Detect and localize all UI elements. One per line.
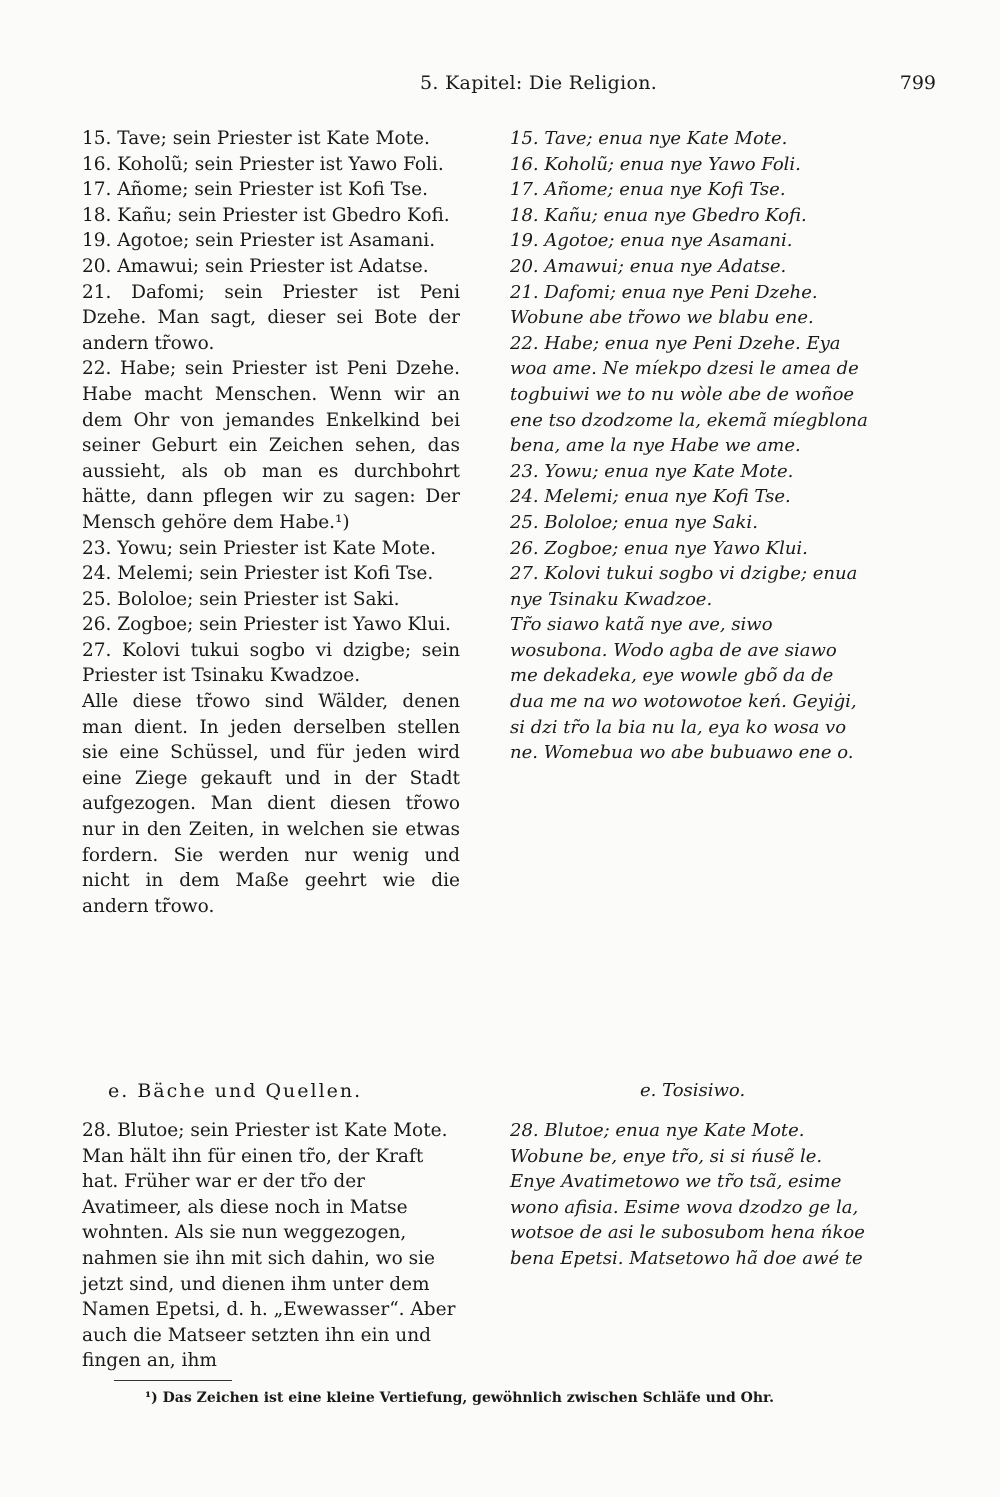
summary-paragraph-de: Alle diese tr̃owo sind Wälder, denen man dient. In jeden derselben stellen sie eine Schüssel, und für jeden wird eine Ziege gekauft und in der Stadt aufgezogen. Man dient diesen tr̃owo nur in den Zeiten, in welchen sie etwas fordern. Sie werden nur wenig und nicht in dem Maße geehrt wie die andern tr̃owo. bbox=[82, 691, 460, 917]
footnote: ¹) Das Zeichen ist eine kleine Vertiefung, gewöhnlich zwischen Schläfe und Ohr. bbox=[145, 1390, 774, 1406]
entry-19-ewe: 19. Agotoe; enua nye Asamani. bbox=[510, 230, 793, 252]
german-column-section-e bbox=[82, 1118, 460, 1374]
entry-20-ewe: 20. Amawui; enua nye Adatse. bbox=[510, 255, 787, 277]
entry-17-de: 17. Añome; sein Priester ist Kofi Tse. bbox=[82, 179, 428, 201]
entry-17-ewe: 17. Añome; enua nye Kofi Tse. bbox=[510, 179, 786, 201]
entry-26-ewe: 26. Zogboe; enua nye Yawo Klui. bbox=[510, 537, 808, 559]
entry-21-ewe: 21. Dafomi; enua nye Peni Dzehe. Wobune abe tr̃owo we blabu ene. bbox=[510, 281, 818, 329]
entry-23-ewe: 23. Yowu; enua nye Kate Mote. bbox=[510, 460, 794, 482]
entry-22-de: 22. Habe; sein Priester ist Peni Dzehe. Habe macht Menschen. Wenn wir an dem Ohr von jemandes Enkelkind bei seiner Geburt ein Zeichen sehen, das aussieht, als ob man es durchbohrt hätte, dann pflegen wir zu sagen: Der Mensch gehöre dem Habe.¹) bbox=[82, 358, 460, 533]
entry-19-de: 19. Agotoe; sein Priester ist Asamani. bbox=[82, 230, 436, 252]
entry-23-de: 23. Yowu; sein Priester ist Kate Mote. bbox=[82, 537, 437, 559]
entry-25-ewe: 25. Bololoe; enua nye Saki. bbox=[510, 511, 758, 533]
entry-21-de: 21. Dafomi; sein Priester ist Peni Dzehe. Man sagt, dieser sei Bote der andern tr̃owo. bbox=[82, 281, 460, 354]
entry-24-de: 24. Melemi; sein Priester ist Kofi Tse. bbox=[82, 563, 434, 585]
entry-26-de: 26. Zogboe; sein Priester ist Yawo Klui. bbox=[82, 614, 451, 636]
ewe-column bbox=[510, 126, 870, 766]
entry-16-de: 16. Koholũ; sein Priester ist Yawo Foli. bbox=[82, 153, 444, 175]
german-column bbox=[82, 126, 460, 919]
page-header bbox=[80, 72, 936, 102]
entry-24-ewe: 24. Melemi; enua nye Kofi Tse. bbox=[510, 486, 791, 508]
entry-27-de: 27. Kolovi tukui sogbo vi dzigbe; sein Priester ist Tsinaku Kwadzoe. bbox=[82, 639, 460, 687]
ewe-column-section-e bbox=[510, 1118, 870, 1272]
summary-paragraph-ewe: Tr̃o siawo katã nye ave, siwo wosubona. Wodo agba de ave siawo me dekadeka, eye wowle gbõ da de dua me na wo wotowotoe keń. Geyiġi, si dzi tr̃o la bia nu la, eya ko wosa vo ne. Womebua wo abe bubuawo ene o. bbox=[510, 614, 857, 764]
section-heading-ewe: e. Tosisiwo. bbox=[640, 1080, 746, 1101]
entry-15-ewe: 15. Tave; enua nye Kate Mote. bbox=[510, 128, 788, 149]
footnote-divider bbox=[114, 1380, 232, 1381]
entry-28-ewe: 28. Blutoe; enua nye Kate Mote. Wobune be, enye tr̃o, si si ńusẽ le. Enye Avatimetowo we tr̃o tsã, esime wono afisia. Esime wova dzodzo ge la, wotsoe de asi le subosubom hena ńkoe bena Epetsi. Matsetowo hã doe awé te bbox=[510, 1120, 865, 1269]
entry-28-de: 28. Blutoe; sein Priester ist Kate Mote. Man hält ihn für einen tr̃o, der Kraft hat. Früher war er der tr̃o der Avatimeer, als diese noch in Matse wohnten. Als sie nun weggezogen, nahmen sie ihn mit sich dahin, wo sie jetzt sind, und dienen ihm unter dem Namen Epetsi, d. h. „Ewewasser“. Aber auch die Matseer setzten ihn ein und fingen an, ihm bbox=[82, 1120, 456, 1372]
chapter-title: 5. Kapitel: Die Religion. bbox=[420, 72, 658, 94]
section-heading-de: e. Bäche und Quellen. bbox=[108, 1080, 363, 1102]
entry-20-de: 20. Amawui; sein Priester ist Adatse. bbox=[82, 255, 429, 277]
page-number: 799 bbox=[899, 72, 936, 94]
entry-15-de: 15. Tave; sein Priester ist Kate Mote. bbox=[82, 128, 430, 149]
entry-16-ewe: 16. Koholũ; enua nye Yawo Foli. bbox=[510, 153, 801, 175]
entry-22-ewe: 22. Habe; enua nye Peni Dzehe. Eya woa ame. Ne míekpo dzesi le amea de togbuiwi we to nu wòle abe de woñoe ene tso dzodzome la, ekemã míegblona bena, ame la nye Habe we ame. bbox=[510, 332, 868, 457]
entry-18-ewe: 18. Kañu; enua nye Gbedro Kofi. bbox=[510, 204, 807, 226]
entry-27-ewe: 27. Kolovi tukui sogbo vi dzigbe; enua nye Tsinaku Kwadzoe. bbox=[510, 563, 858, 610]
entry-18-de: 18. Kañu; sein Priester ist Gbedro Kofi. bbox=[82, 204, 450, 226]
entry-25-de: 25. Bololoe; sein Priester ist Saki. bbox=[82, 588, 400, 610]
